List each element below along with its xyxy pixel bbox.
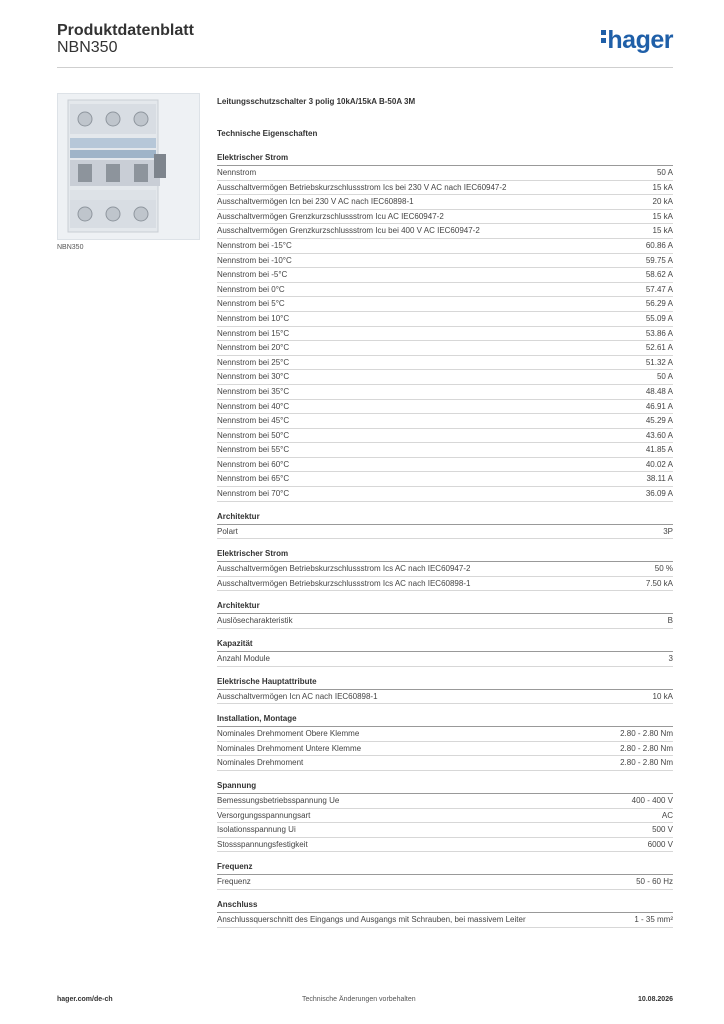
spec-row (217, 809, 673, 824)
spec-value: 10 kA (652, 691, 673, 701)
spec-row (217, 254, 673, 269)
spec-value: 3 (668, 654, 673, 664)
spec-value: 2.80 - 2.80 Nm (620, 758, 673, 768)
spec-row (217, 327, 673, 342)
spec-row (217, 756, 673, 771)
spec-row (217, 429, 673, 444)
spec-section (217, 899, 673, 928)
logo-wordmark: hager (607, 26, 673, 54)
spec-value: 15 kA (652, 211, 673, 221)
spec-value: 60.86 A (645, 240, 673, 250)
spec-row (217, 742, 673, 757)
section-title: Spannung (217, 780, 673, 794)
spec-label: Nennstrom bei 30°C (217, 372, 290, 382)
spec-label: Nennstrom (217, 168, 257, 177)
spec-label: Nennstrom bei 65°C (217, 474, 290, 484)
spec-label: Nennstrom bei 40°C (217, 401, 290, 411)
spec-label: Ausschaltvermögen Icn bei 230 V AC nach IEC60898-1 (217, 197, 414, 207)
spec-label: Ausschaltvermögen Betriebskurzschlussstrom Ics AC nach IEC60898-1 (217, 578, 471, 588)
spec-value: 57.47 A (645, 284, 673, 294)
spec-label: Frequenz (217, 877, 251, 887)
product-code: NBN350 (57, 39, 118, 56)
spec-row (217, 297, 673, 312)
spec-value: 500 V (652, 825, 673, 835)
spec-row (217, 312, 673, 327)
spec-value: 55.09 A (645, 313, 673, 323)
spec-row (217, 562, 673, 577)
spec-label: Nennstrom bei 20°C (217, 343, 290, 353)
spec-value: 50 % (654, 564, 673, 574)
spec-row (217, 224, 673, 239)
spec-section (217, 600, 673, 629)
spec-value: 15 kA (652, 226, 673, 236)
section-title: Installation, Montage (217, 713, 673, 727)
logo-dots-icon (601, 27, 607, 46)
section-title: Architektur (217, 511, 673, 525)
product-image-caption: NBN350 (57, 244, 84, 251)
spec-label: Nennstrom bei -10°C (217, 255, 292, 265)
spec-row (217, 577, 673, 592)
spec-row (217, 458, 673, 473)
spec-value: 43.60 A (645, 430, 673, 440)
spec-label: Polart (217, 526, 238, 536)
spec-label: Nennstrom bei 15°C (217, 328, 290, 338)
spec-row (217, 166, 673, 181)
spec-row (217, 268, 673, 283)
spec-section (217, 152, 673, 502)
spec-label: Nennstrom bei 25°C (217, 357, 290, 367)
spec-value: 2.80 - 2.80 Nm (620, 743, 673, 753)
spec-label: Bemessungsbetriebsspannung Ue (217, 796, 340, 805)
spec-label: Ausschaltvermögen Icn AC nach IEC60898-1 (217, 691, 378, 701)
spec-label: Nennstrom bei 50°C (217, 430, 290, 440)
spec-label: Nominales Drehmoment Obere Klemme (217, 729, 360, 739)
spec-value: AC (661, 810, 673, 820)
spec-value: 1 - 35 mm² (634, 914, 673, 924)
spec-row (217, 385, 673, 400)
spec-label: Nennstrom bei 5°C (217, 299, 285, 309)
spec-row (217, 487, 673, 502)
spec-row (217, 913, 673, 928)
spec-value: 59.75 A (645, 255, 673, 265)
footer-url[interactable]: hager.com/de-ch (57, 996, 113, 1003)
circuit-breaker-illustration (58, 94, 199, 239)
spec-label: Nennstrom bei -15°C (217, 240, 292, 250)
footer-date: 10.08.2026 (637, 996, 673, 1003)
spec-section (217, 638, 673, 667)
section-title: Elektrischer Strom (217, 548, 673, 562)
spec-label: Ausschaltvermögen Grenzkurzschlussstrom Icu AC IEC60947-2 (217, 211, 444, 221)
spec-value: 50 A (656, 168, 673, 177)
spec-label: Nennstrom bei 45°C (217, 416, 290, 426)
spec-value: 46.91 A (645, 401, 673, 411)
section-title: Frequenz (217, 861, 673, 875)
spec-row (217, 283, 673, 298)
spec-label: Isolationsspannung Ui (217, 825, 296, 835)
spec-value: 50 - 60 Hz (636, 877, 673, 887)
spec-row (217, 525, 673, 540)
spec-section (217, 676, 673, 705)
spec-value: 2.80 - 2.80 Nm (620, 729, 673, 739)
spec-value: 58.62 A (645, 270, 673, 280)
spec-label: Nominales Drehmoment (217, 758, 304, 768)
spec-label: Nennstrom bei 0°C (217, 284, 285, 294)
section-title: Elektrischer Strom (217, 152, 673, 166)
spec-value: 3P (663, 526, 673, 536)
spec-row (217, 341, 673, 356)
section-title: Anschluss (217, 899, 673, 913)
spec-row (217, 875, 673, 890)
spec-row (217, 794, 673, 809)
spec-row (217, 400, 673, 415)
spec-value: 15 kA (652, 182, 673, 192)
spec-label: Ausschaltvermögen Betriebskurzschlussstrom Ics bei 230 V AC nach IEC60947-2 (217, 182, 507, 192)
spec-value: 40.02 A (645, 459, 673, 469)
spec-section (217, 548, 673, 591)
spec-section (217, 861, 673, 890)
spec-label: Nennstrom bei 35°C (217, 386, 290, 396)
spec-row (217, 210, 673, 225)
product-name: Leitungsschutzschalter 3 polig 10kA/15kA B-50A 3M (217, 97, 416, 106)
spec-label: Stossspannungsfestigkeit (217, 839, 308, 849)
spec-value: 53.86 A (645, 328, 673, 338)
product-image (57, 93, 200, 240)
spec-label: Anzahl Module (217, 654, 270, 664)
spec-label: Auslösecharakteristik (217, 616, 293, 626)
spec-value: 41.85 A (645, 445, 673, 455)
spec-row (217, 370, 673, 385)
hager-logo (601, 26, 673, 55)
spec-value: 7.50 kA (645, 578, 673, 588)
spec-value: 45.29 A (645, 416, 673, 426)
spec-value: 48.48 A (645, 386, 673, 396)
spec-value: 56.29 A (645, 299, 673, 309)
spec-label: Nennstrom bei 10°C (217, 313, 290, 323)
spec-row (217, 652, 673, 667)
spec-row (217, 838, 673, 853)
spec-value: 20 kA (652, 197, 673, 207)
spec-value: 36.09 A (645, 489, 673, 499)
technical-properties-heading: Technische Eigenschaften (217, 129, 318, 138)
spec-row (217, 614, 673, 629)
spec-value: 400 - 400 V (631, 796, 673, 805)
page-title: Produktdatenblatt (57, 22, 194, 39)
spec-value: 50 A (656, 372, 673, 382)
spec-row (217, 239, 673, 254)
spec-value: 52.61 A (645, 343, 673, 353)
section-title: Kapazität (217, 638, 673, 652)
spec-label: Versorgungsspannungsart (217, 810, 311, 820)
spec-label: Nennstrom bei -5°C (217, 270, 288, 280)
spec-label: Nennstrom bei 70°C (217, 489, 290, 499)
spec-row (217, 823, 673, 838)
spec-value: 6000 V (647, 839, 673, 849)
spec-section (217, 713, 673, 771)
spec-section (217, 511, 673, 540)
spec-row (217, 414, 673, 429)
spec-row (217, 727, 673, 742)
spec-label: Anschlussquerschnitt des Eingangs und Ausgangs mit Schrauben, bei massivem Leiter (217, 914, 526, 924)
spec-value: B (667, 616, 673, 626)
spec-row (217, 195, 673, 210)
spec-label: Nennstrom bei 60°C (217, 459, 290, 469)
footer-note: Technische Änderungen vorbehalten (302, 996, 416, 1003)
spec-value: 51.32 A (645, 357, 673, 367)
spec-label: Ausschaltvermögen Grenzkurzschlussstrom Icu bei 400 V AC IEC60947-2 (217, 226, 480, 236)
spec-row (217, 356, 673, 371)
page-header (57, 20, 673, 68)
spec-label: Nennstrom bei 55°C (217, 445, 290, 455)
spec-row (217, 443, 673, 458)
section-title: Architektur (217, 600, 673, 614)
spec-sections (217, 152, 673, 928)
spec-value: 38.11 A (646, 474, 673, 484)
spec-row (217, 472, 673, 487)
spec-row (217, 181, 673, 196)
section-title: Elektrische Hauptattribute (217, 676, 673, 690)
spec-section (217, 780, 673, 852)
spec-label: Nominales Drehmoment Untere Klemme (217, 743, 362, 753)
spec-label: Ausschaltvermögen Betriebskurzschlussstrom Ics AC nach IEC60947-2 (217, 564, 471, 574)
spec-row (217, 690, 673, 705)
product-details (217, 97, 673, 928)
